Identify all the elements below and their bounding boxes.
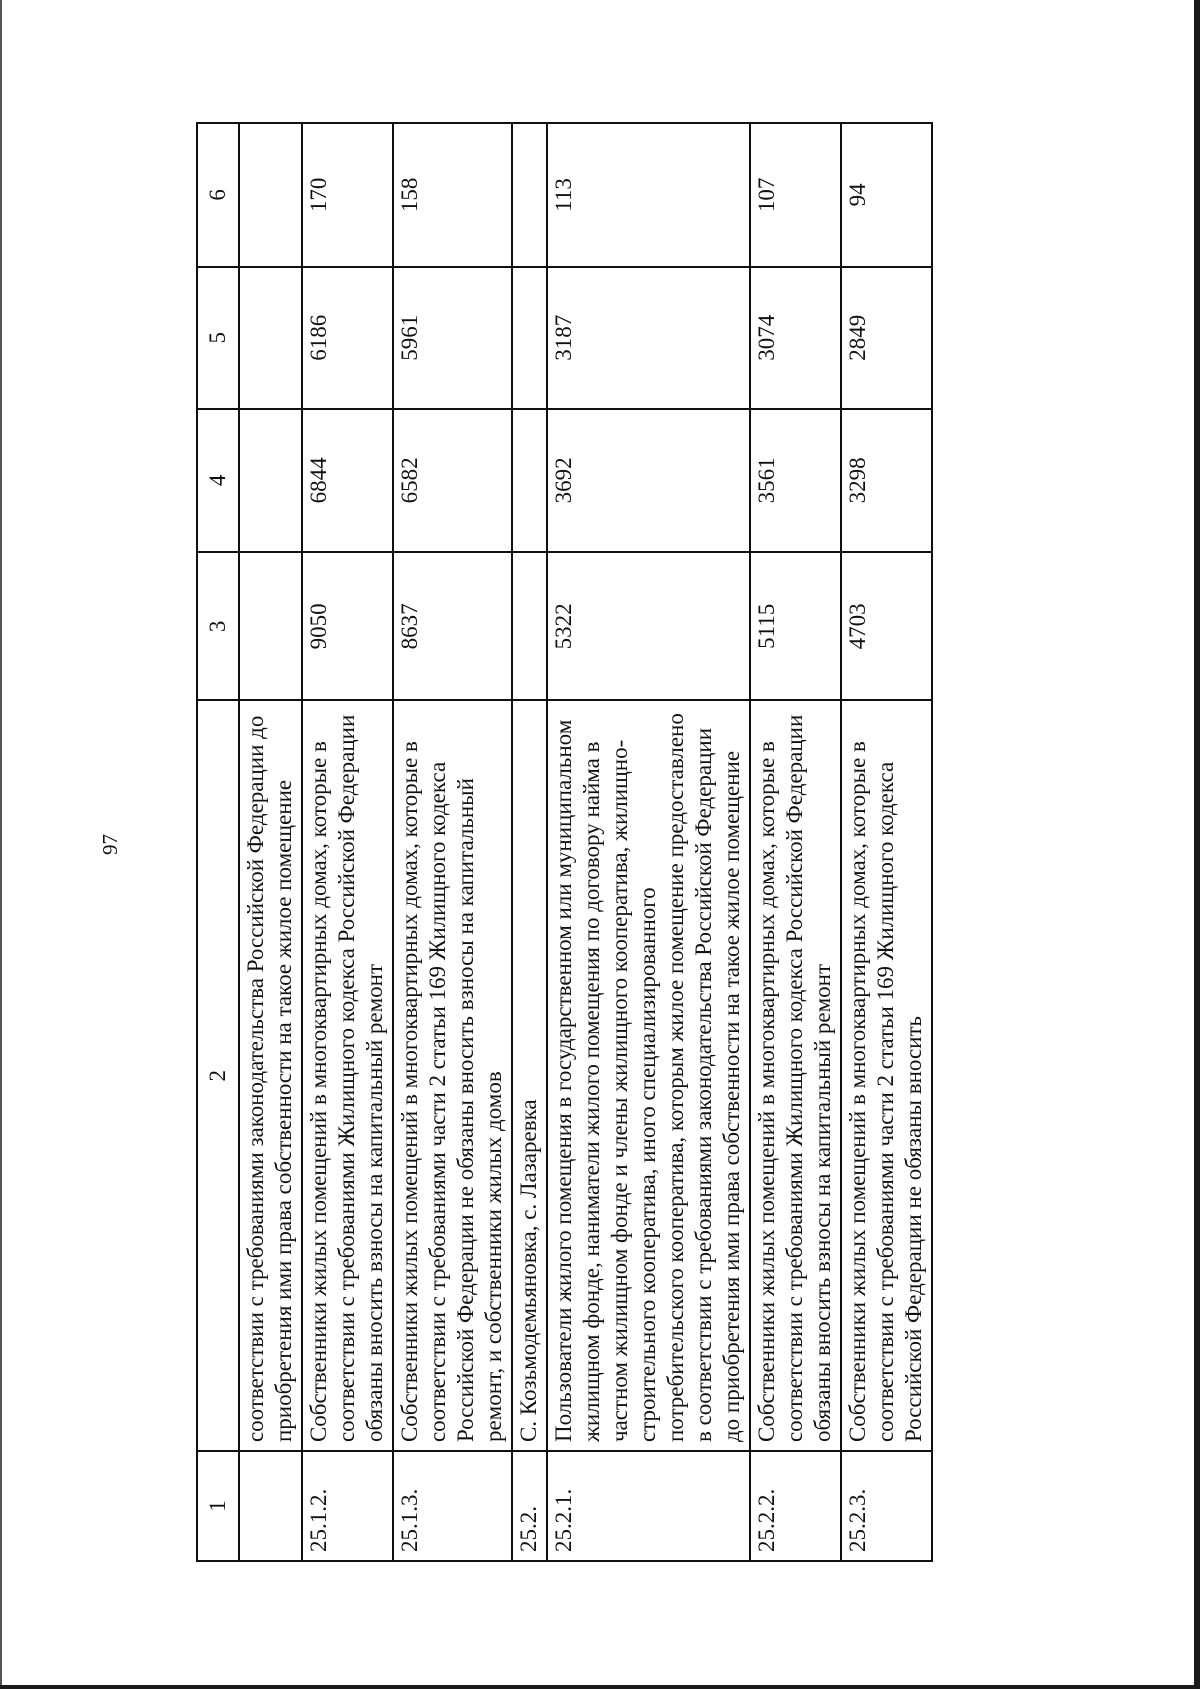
row-value-4: 3298 [841, 409, 932, 553]
row-value-3 [512, 552, 547, 700]
row-value-3: 5322 [547, 552, 750, 700]
table-row [841, 123, 932, 1561]
table-row [393, 123, 512, 1561]
row-code: 25.2.3. [841, 1451, 932, 1561]
row-value-6 [239, 123, 302, 267]
header-cell-3: 3 [197, 552, 239, 700]
row-value-3: 5115 [750, 552, 841, 700]
table-row [512, 123, 547, 1561]
header-cell-5: 5 [197, 267, 239, 409]
row-description: соответствии с требованиями законодательства Российской Федерации до приобретения ими права собственности на такое жилое помещение [239, 700, 302, 1451]
row-value-6 [512, 123, 547, 267]
row-description: Собственники жилых помещений в многоквартирных домах, которые в соответствии с требованиями части 2 статьи 169 Жилищного кодекса Российской Федерации не обязаны вносить взносы на капитальный ремонт, и собственники жилых домов [393, 700, 512, 1451]
header-cell-4: 4 [197, 409, 239, 553]
table-row [239, 123, 302, 1561]
row-value-3: 8637 [393, 552, 512, 700]
row-value-5: 2849 [841, 267, 932, 409]
row-description: Собственники жилых помещений в многоквартирных домах, которые в соответствии с требованиями Жилищного кодекса Российской Федерации обязаны вносить взносы на капитальный ремонт [302, 700, 393, 1451]
row-value-5: 6186 [302, 267, 393, 409]
page-number: 97 [98, 834, 122, 855]
row-value-4: 3692 [547, 409, 750, 553]
row-value-4: 6582 [393, 409, 512, 553]
row-value-6: 94 [841, 123, 932, 267]
row-value-4 [239, 409, 302, 553]
table-row [302, 123, 393, 1561]
row-value-4: 6844 [302, 409, 393, 553]
row-value-6: 113 [547, 123, 750, 267]
header-cell-6: 6 [197, 123, 239, 267]
tariff-table [196, 122, 933, 1562]
row-description: Собственники жилых помещений в многоквартирных домах, которые в соответствии с требованиями части 2 статьи 169 Жилищного кодекса Российской Федерации не обязаны вносить [841, 700, 932, 1451]
row-code: 25.2. [512, 1451, 547, 1561]
row-value-5: 3074 [750, 267, 841, 409]
row-value-5: 3187 [547, 267, 750, 409]
table-row [750, 123, 841, 1561]
row-description: Собственники жилых помещений в многоквартирных домах, которые в соответствии с требованиями Жилищного кодекса Российской Федерации обязаны вносить взносы на капитальный ремонт [750, 700, 841, 1451]
row-code [239, 1451, 302, 1561]
row-value-3 [239, 552, 302, 700]
row-code: 25.1.3. [393, 1451, 512, 1561]
row-value-3: 9050 [302, 552, 393, 700]
row-code: 25.1.2. [302, 1451, 393, 1561]
header-cell-2: 2 [197, 700, 239, 1451]
header-cell-1: 1 [197, 1451, 239, 1561]
row-value-6: 170 [302, 123, 393, 267]
header-row [197, 123, 239, 1561]
row-value-4: 3561 [750, 409, 841, 553]
row-description: Пользователи жилого помещения в государственном или муниципальном жилищном фонде, наниматели жилого помещения по договору найма в частном жилищном фонде и члены жилищного кооператива, жилищно-строительного кооператива, иного специализированного потребительского кооператива, которым жилое помещение предоставлено в соответствии с требованиями законодательства Российской Федерации до приобретения ими права собственности на такое жилое помещение [547, 700, 750, 1451]
row-value-6: 107 [750, 123, 841, 267]
row-code: 25.2.2. [750, 1451, 841, 1561]
row-code: 25.2.1. [547, 1451, 750, 1561]
table-row [547, 123, 750, 1561]
row-value-6: 158 [393, 123, 512, 267]
row-value-4 [512, 409, 547, 553]
row-description: С. Козьмодемьяновка, с. Лазаревка [512, 700, 547, 1451]
row-value-5 [512, 267, 547, 409]
row-value-5 [239, 267, 302, 409]
row-value-5: 5961 [393, 267, 512, 409]
row-value-3: 4703 [841, 552, 932, 700]
